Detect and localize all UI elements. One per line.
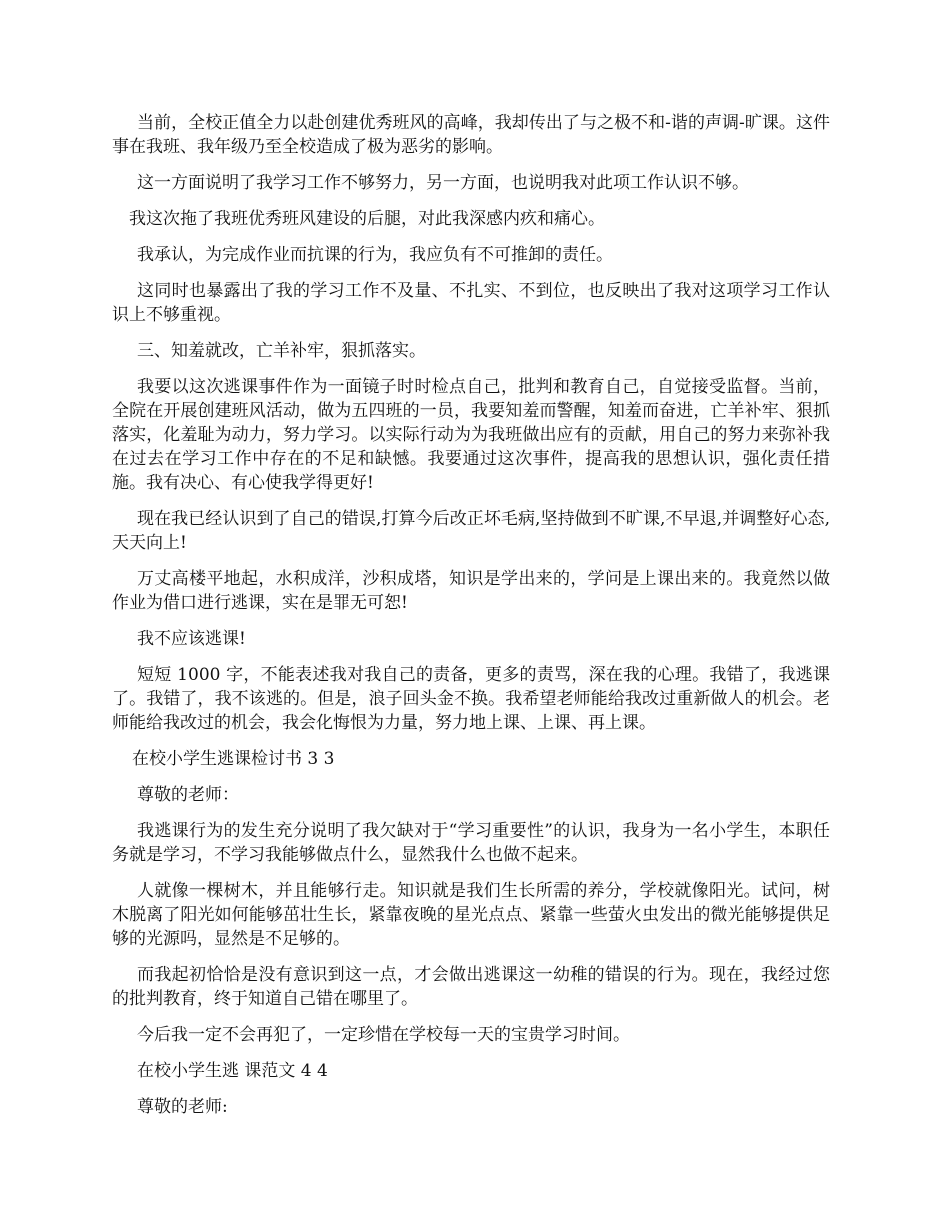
paragraph: 现在我已经认识到了自己的错误,打算今后改正坏毛病,坚持做到不旷课,不早退,并调整好心态,天天向上!	[112, 509, 830, 553]
paragraph: 今后我一定不会再犯了，一定珍惜在学校每一天的宝贵学习时间。	[137, 1025, 630, 1045]
paragraph: 人就像一棵树木，并且能够行走。知识就是我们生长所需的养分，学校就像阳光。试问，树木脱离了阳光如何能够茁壮生长，紧靠夜晚的星光点点、紧靠一些萤火虫发出的微光能够提供足够的光源吗，显然是不足够的。	[112, 881, 830, 949]
section-title: 在校小学生逃课检讨书 3 3	[132, 749, 335, 769]
paragraph: 我不应该逃课!	[137, 629, 246, 649]
section-title: 在校小学生逃 课范文 4 4	[137, 1061, 328, 1081]
paragraph: 这一方面说明了我学习工作不够努力，另一方面，也说明我对此项工作认识不够。	[137, 173, 749, 193]
section-heading: 三、知羞就改，亡羊补牢，狠抓落实。	[137, 341, 426, 361]
paragraph: 当前，全校正值全力以赴创建优秀班风的高峰，我却传出了与之极不和-谐的声调-旷课。这件事在我班、我年级乃至全校造成了极为恶劣的影响。	[112, 113, 830, 157]
paragraph: 万丈高楼平地起，水积成洋，沙积成塔，知识是学出来的，学问是上课出来的。我竟然以做作业为借口进行逃课，实在是罪无可恕!	[112, 569, 830, 613]
salutation: 尊敬的老师:	[137, 1097, 228, 1117]
salutation: 尊敬的老师：	[137, 785, 239, 805]
paragraph: 这同时也暴露出了我的学习工作不及量、不扎实、不到位，也反映出了我对这项学习工作认识上不够重视。	[112, 281, 830, 325]
paragraph: 短短 1000 字，不能表述我对我自己的责备，更多的责骂，深在我的心理。我错了，我逃课了。我错了，我不该逃的。但是，浪子回头金不换。我希望老师能给我改过重新做人的机会。老师能给我改过的机会，我会化悔恨为力量，努力地上课、上课、再上课。	[112, 665, 830, 733]
paragraph: 我逃课行为的发生充分说明了我欠缺对于“学习重要性”的认识，我身为一名小学生，本职任务就是学习，不学习我能够做点什么，显然我什么也做不起来。	[112, 821, 830, 865]
document-body	[112, 111, 830, 1131]
paragraph: 而我起初恰恰是没有意识到这一点，才会做出逃课这一幼稚的错误的行为。现在，我经过您的批判教育，终于知道自己错在哪里了。	[112, 965, 830, 1009]
paragraph: 我这次拖了我班优秀班风建设的后腿，对此我深感内疚和痛心。	[129, 209, 605, 229]
paragraph: 我要以这次逃课事件作为一面镜子时时检点自己，批判和教育自己，自觉接受监督。当前，全院在开展创建班风活动，做为五四班的一员，我要知羞而警醒，知羞而奋进，亡羊补牢、狠抓落实，化羞耻为动力，努力学习。以实际行动为为我班做出应有的贡献，用自己的努力来弥补我在过去在学习工作中存在的不足和缺憾。我要通过这次事件，提高我的思想认识，强化责任措施。我有决心、有心使我学得更好!	[112, 377, 830, 493]
paragraph: 我承认，为完成作业而抗课的行为，我应负有不可推卸的责任。	[137, 245, 613, 265]
